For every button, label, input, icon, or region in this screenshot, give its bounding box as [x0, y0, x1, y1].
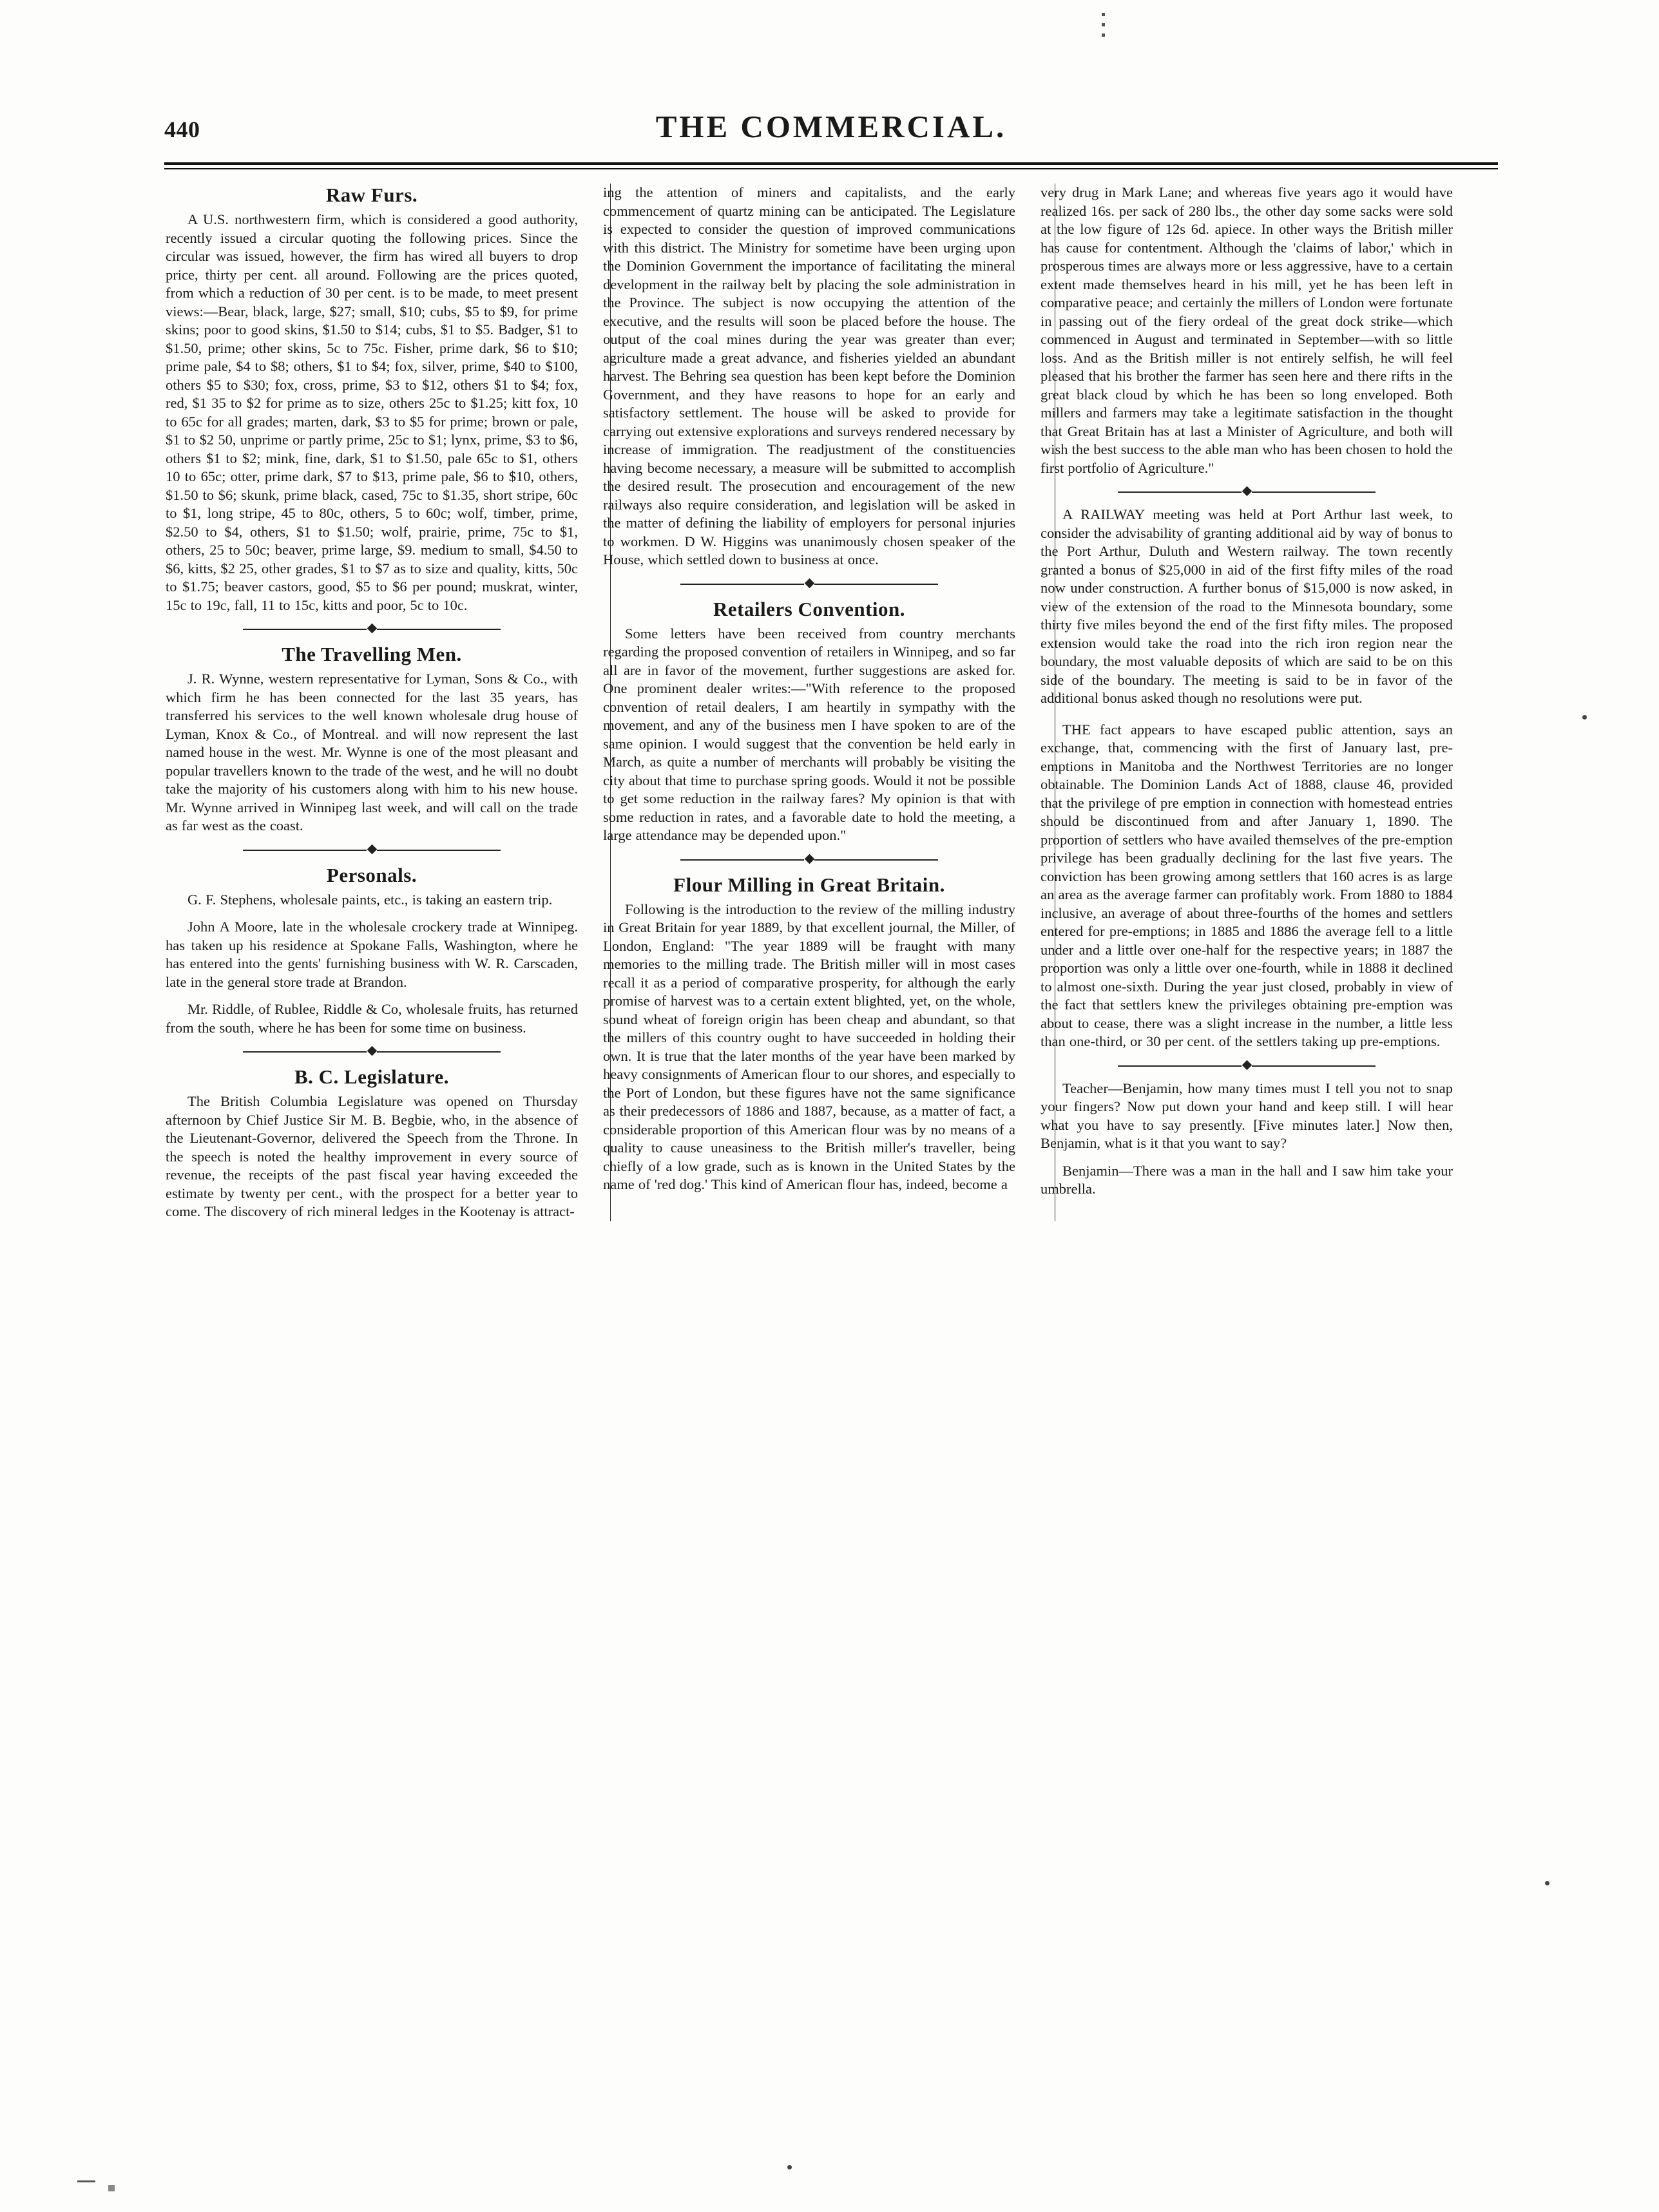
paragraph-continued: ing the attention of miners and capitalists, and the early commencement of quartz mining can be anticipated. The Legislature is expected to consider the question of improved communications with this district. The Ministry for sometime have been urging upon the Dominion Government the importance of facilitating the mineral development in the railway belt by placing the sole administration in the Province. The subject is now occupying the attention of the executive, and the results will soon be placed before the house. The output of the coal mines during the year was greater than ever; agriculture made a great advance, and fisheries yielded an abundant harvest. The Behring sea question has been kept before the Dominion Government, and they have reasons to hope for an early and satisfactory settlement. The house will be asked to provide for carrying out extensive explorations and surveys rendered necessary by increase of immigration. The readjustment of the constituencies having become necessary, a measure will be submitted to accomplish the desired result. The prosecution and encouragement of the new railways also require consideration, and legislation will be asked in the matter of defining the liability of employers for personal injuries to workmen. D W. Higgins was unanimously chosen speaker of the House, which settled down to business at once. [603, 184, 1015, 567]
scan-artifact-tick [1102, 13, 1105, 16]
scan-artifact-tick [1102, 33, 1105, 37]
paragraph: The British Columbia Legislature was opened on Thursday afternoon by Chief Justice Sir M. B. Begbie, who, in the absence of the Lieutenant-Governor, delivered the Speech from the Throne. In the speech is noted the healthy improvement in every source of revenue, the receipts of the past fiscal year having exceeded the estimate by twenty per cent., with the prospect for a better year to come. The discovery of rich mineral ledges in the Kootenay is attract- [166, 1093, 578, 1219]
column-3 [1039, 184, 1454, 1221]
column-1 [164, 184, 579, 1221]
paragraph: A U.S. northwestern firm, which is considered a good authority, recently issued a circular quoting the following prices. Since the circular was issued, however, the firm has wired all buyers to drop price, thirty per cent. all around. Following are the prices quoted, from which a reduction of 30 per cent. is to be made, to meet present views:—Bear, black, large, $27; small, $10; cubs, $5 to $9, for prime skins; poor to good skins, $1.50 to $14; cubs, $1 to $5. Badger, $1 to $1.50, prime; other skins, 5c to 75c. Fisher, prime dark, $6 to $10; prime pale, $4 to $8; others, $1 to $4; fox, silver, prime, $40 to $100, others $5 to $30; fox, cross, prime, $3 to $12, others $1 to $4; fox, red, $1 35 to $2 for prime as to size, others 25c to $1.25; kitt fox, 10 to 65c for all grades; marten, dark, $3 to $5 for prime; brown or pale, $1 to $2 50, unprime or partly prime, 25c to $1; lynx, prime, $3 to $6, others $1 to $2; mink, fine, dark, $1 to $1.50, pale 65c to $1, others 10 to 65c; otter, prime dark, $7 to $13, prime pale, $6 to $10, others, $1.50 to $6; skunk, prime black, cased, 75c to $1.35, short stripe, 60c to $1, long stripe, 45 to 80c, others, 5 to 60c; wolf, timber, prime, $2.50 to $4, others, $1 to $1.50; wolf, prairie, prime, 75c to $1, others, 25 to 50c; beaver, prime large, $9. medium to small, $4.50 to $6, kitts, $2 25, other grades, $1 to $7 as to size and quality, kitts, 50c to $1.75; beaver castors, good, $5 to $6 per pound; muskrat, winter, 15c to 19c, fall, 11 to 15c, kitts and poor, 5c to 10c. [166, 211, 578, 613]
page-title: THE COMMERCIAL. [655, 109, 1007, 144]
paragraph: Following is the introduction to the review of the milling industry in Great Britain for year 1889, by that excellent journal, the Miller, of London, England: "The year 1889 will be fraught with many memories to the milling trade. The British miller will in most cases recall it as a period of comparative prosperity, for although the early promise of harvest was to a certain extent blighted, yet, on the whole, sound wheat of foreign origin has been cheap and abundant, so that the millers of this country ought to have succeeded in holding their own. It is true that the later months of the year have been marked by heavy consignments of American flour to our shores, and especially to the Port of London, but these figures have not the same significance as their predecessors of 1886 and 1887, because, as a matter of fact, a considerable proportion of this American flour was by no means of a quality to cause uneasiness to the British miller's traveller, being chiefly of a low grade, such as is known in the United States by the name of 'red dog.' This kind of American flour has, indeed, become a [603, 901, 1015, 1192]
section-divider [603, 855, 1015, 864]
section-divider [603, 580, 1015, 589]
column-2 [602, 184, 1017, 1221]
paragraph: G. F. Stephens, wholesale paints, etc., is taking an eastern trip. [187, 891, 553, 908]
paragraph-preemption: THE fact appears to have escaped public attention, says an exchange, that, commencing with the first of January last, pre-emptions in Manitoba and the Northwest Territories are no longer obtainable. The Dominion Lands Act of 1888, clause 46, provided that the privilege of pre emption in connection with homestead entries should be discontinued from and after January 1, 1890. The proportion of settlers who have availed themselves of the pre-emption privilege has been gradually declining for the last five years. The conviction has been growing among settlers that 160 acres is as large an area as the average farmer can profitably work. From 1880 to 1884 inclusive, an average of about three-fourths of the homes and settlers entered for pre-emptions; in 1885 and 1886 the average fell to a little under and a little over one-half for the respective years; in 1887 the proportion was only a little over one-fourth, while in 1888 it declined to almost one-sixth. During the year just closed, probably in view of the fact that settlers knew the privileges obtaining pre-emption was about to cease, there was a slight increase in the number, a little less than one-third, or 30 per cent. of the settlers taking up pre-emptions. [1040, 721, 1453, 1049]
paragraph: Mr. Riddle, of Rublee, Riddle & Co, wholesale fruits, has returned from the south, where he has been for some time on business. [166, 1001, 578, 1036]
masthead-rule [164, 162, 1498, 169]
section-divider [1040, 1062, 1453, 1071]
paragraph-anecdote-benjamin: Benjamin—There was a man in the hall and I saw him take your umbrella. [1040, 1162, 1453, 1197]
paragraph: J. R. Wynne, western representative for Lyman, Sons & Co., with which firm he has been connected for the last 35 years, has transferred his services to the well known wholesale drug house of Lyman, Knox & Co., of Montreal. and will now represent the last named house in the west. Mr. Wynne is one of the most pleasant and popular travellers known to the trade of the west, and he will no doubt take the majority of his customers along with him to his new house. Mr. Wynne arrived in Winnipeg last week, and will call on the trade as far west as the coast. [166, 671, 578, 834]
page-number: 440 [164, 117, 200, 142]
section-heading-personals: Personals. [326, 863, 417, 886]
paragraph: John A Moore, late in the wholesale crockery trade at Winnipeg. has taken up his residence at Spokane Falls, Washington, where he has entered into the gents' furnishing business with W. R. Carscaden, late in the general store trade at Brandon. [166, 919, 578, 990]
section-divider [166, 846, 578, 855]
scan-artifact-dot [1545, 1881, 1549, 1885]
page-content [164, 97, 1498, 1221]
columns-container [164, 184, 1498, 1221]
paragraph: Some letters have been received from country merchants regarding the proposed convention of retailers in Winnipeg, and so far all are in favor of the movement, further suggestions are asked for. One prominent dealer writes:—"With reference to the proposed convention of retail dealers, I am heartily in sympathy with the movement, and any of the business men I have spoken to are of the same opinion. I would suggest that the convention be held early in March, as quite a number of merchants will probably be visiting the city about that time to purchase spring goods. Would it not be possible to get some reduction in the railway fares? My opinion is that with some reduction in rates, and a favorable date to hold the meeting, a large attendance may be depended upon." [603, 625, 1015, 843]
scan-artifact-dot [787, 2165, 792, 2169]
section-heading-travelling-men: The Travelling Men. [282, 643, 462, 665]
section-divider [166, 1047, 578, 1056]
paragraph-railway-meeting: A RAILWAY meeting was held at Port Arthur last week, to consider the advisability of granting additional aid by way of bonus to the Port Arthur, Duluth and Western railway. The town recently granted a bonus of $25,000 in aid of the first fifty miles of the road now under construction. A further bonus of $15,000 is now asked, in view of the extension of the road to the Minnesota boundary, some thirty five miles beyond the end of the first fifty miles. The proposed extension would take the road into the rich iron region near the boundary, the most valuable deposits of which are said to be on this side of the boundary. The meeting is said to be in favor of the additional bonus asked though no resolutions were put. [1040, 506, 1453, 706]
section-heading-retailers-convention: Retailers Convention. [713, 597, 906, 620]
section-heading-raw-furs: Raw Furs. [325, 184, 418, 206]
scan-artifact-tick [1102, 23, 1105, 26]
paragraph-anecdote-teacher: Teacher—Benjamin, how many times must I tell you not to snap your fingers? Now put down your hand and keep still. I will hear what you have to say presently. [Five minutes later.] Now then, Benjamin, what is it that you want to say? [1040, 1080, 1453, 1151]
paragraph-continued: very drug in Mark Lane; and whereas five years ago it would have realized 16s. per sack of 280 lbs., the other day some sacks were sold at the low figure of 12s 6d. apiece. In other ways the British miller has cause for contentment. Although the 'claims of labor,' which in prosperous times are always more or less aggressive, have to a certain extent made themselves heard in his mill, yet he has been left in comparative peace; and certainly the millers of London were fortunate in passing out of the fiery ordeal of the great dock strike—which commenced in August and terminated in September—with so little loss. And as the British miller is not entirely selfish, he will feel pleased that his brother the farmer has seen here and there rifts in the great black cloud by which he has been so long enveloped. Both millers and farmers may take a legitimate satisfaction in the thought that Great Britain has at last a Minister of Agriculture, and both will wish the best success to the able man who has been chosen to hold the first portfolio of Agriculture." [1040, 184, 1453, 476]
scan-artifact-tick [77, 2180, 95, 2182]
scan-artifact-tick [108, 2185, 115, 2191]
section-divider [1040, 488, 1453, 497]
scan-artifact-dot [1582, 715, 1587, 720]
masthead [164, 97, 1498, 152]
section-heading-bc-legislature: B. C. Legislature. [294, 1065, 450, 1088]
section-divider [166, 625, 578, 634]
section-heading-flour-milling: Flour Milling in Great Britain. [673, 873, 945, 896]
